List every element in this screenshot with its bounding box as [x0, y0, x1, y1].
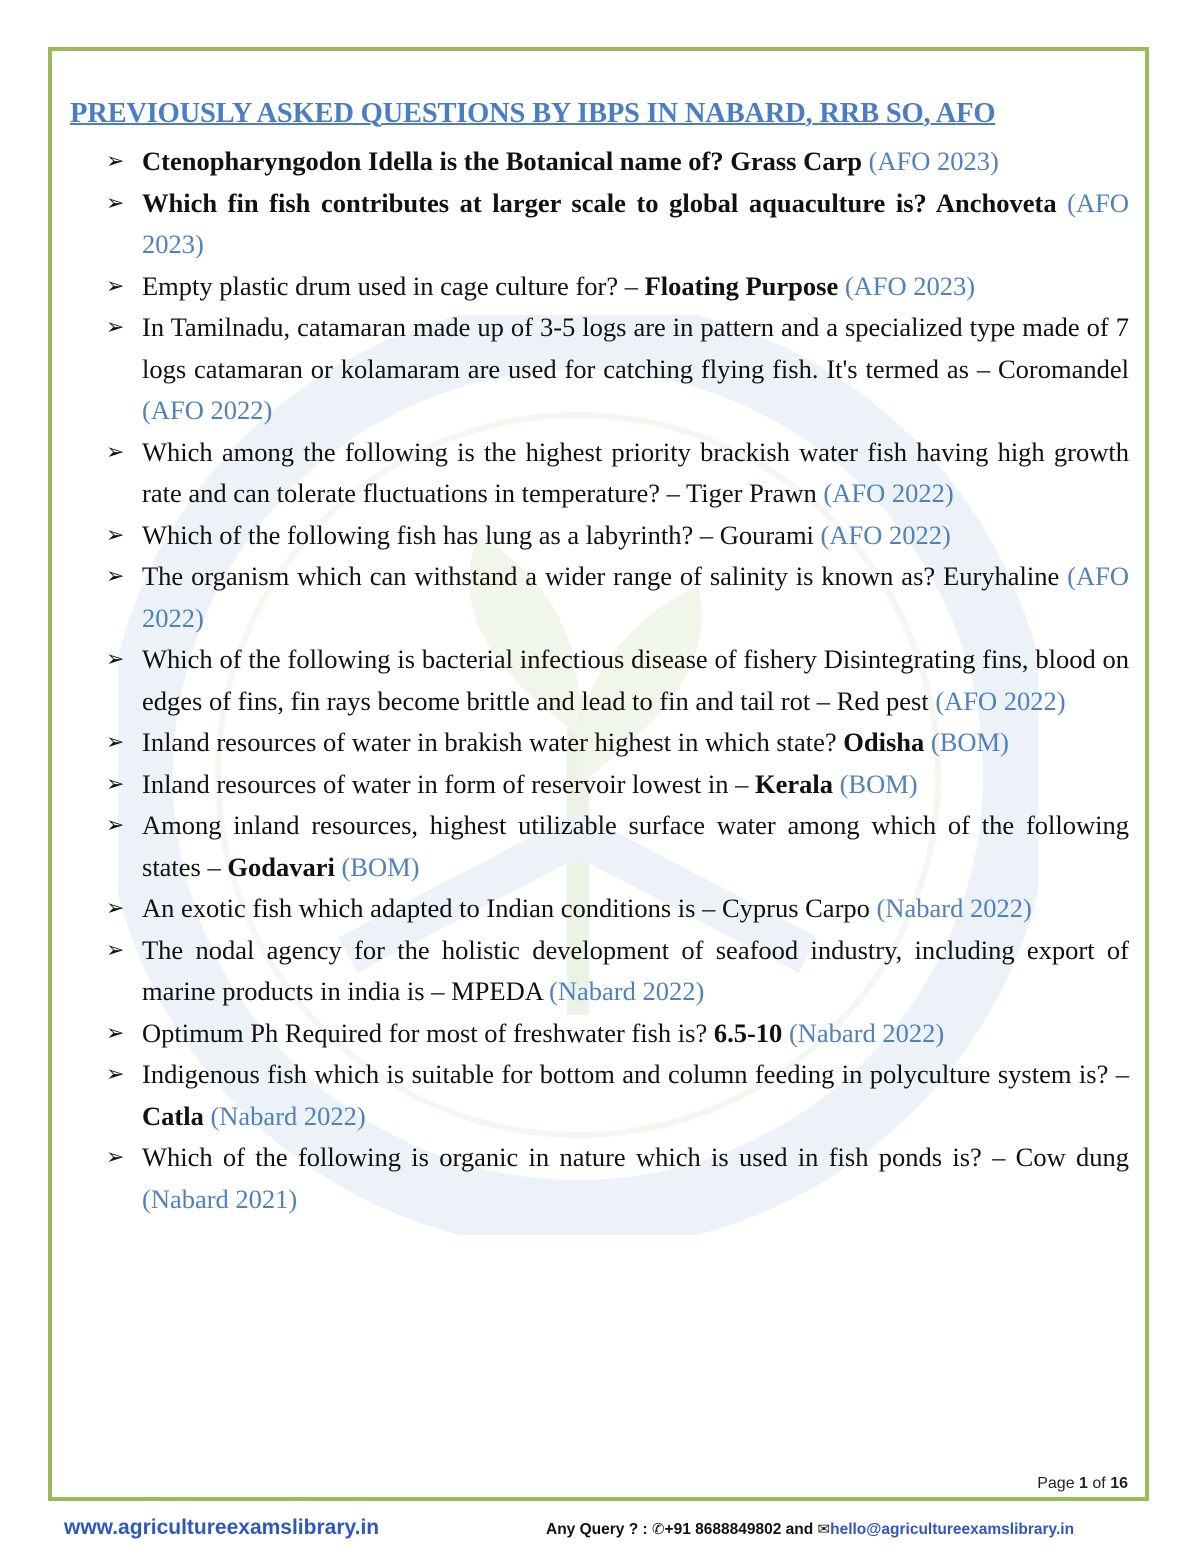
contact-info	[546, 1520, 1074, 1539]
question-text: An exotic fish which adapted to Indian conditions is – Cyprus Carpo	[142, 893, 877, 923]
question-item	[104, 183, 1129, 266]
question-text: Indigenous fish which is suitable for bottom and column feeding in polyculture system is? –	[142, 1059, 1129, 1089]
question-text: Ctenopharyngodon Idella is the Botanical name of? Grass Carp	[142, 146, 869, 176]
question-source: (Nabard 2022)	[876, 893, 1032, 923]
question-source: (Nabard 2022)	[788, 1017, 945, 1048]
question-text: Optimum Ph Required for most of freshwater fish is?	[142, 1017, 714, 1048]
arrow-bullet-icon: ➢	[106, 190, 125, 216]
page-current: 1	[1079, 1475, 1088, 1492]
question-source: (AFO 2022)	[142, 561, 1129, 633]
question-text: Which of the following is bacterial infectious disease of fishery Disintegrating fins, blood on edges of fins, fin rays become brittle and lead to fin and tail rot – Red pest	[142, 644, 1129, 716]
question-text: Odisha	[843, 727, 931, 757]
arrow-bullet-icon: ➢	[106, 315, 125, 340]
arrow-bullet-icon: ➢	[106, 896, 125, 921]
question-source: (AFO 2022)	[935, 685, 1066, 716]
phone-number[interactable]: +91 8688849802	[664, 1521, 782, 1538]
question-text: Inland resources of water in form of reservoir lowest in –	[142, 768, 755, 799]
page-number	[1037, 1475, 1128, 1493]
arrow-bullet-icon: ➢	[106, 564, 125, 589]
arrow-bullet-icon: ➢	[106, 149, 125, 174]
page-of: of	[1092, 1475, 1106, 1492]
question-source: (AFO 2022)	[820, 519, 951, 550]
question-source: (BOM)	[930, 727, 1009, 757]
question-text: The nodal agency for the holistic development of seafood industry, including export of marine products in india is – MPEDA	[142, 934, 1129, 1006]
question-item	[104, 266, 1129, 308]
query-label: Any Query ? :	[546, 1521, 648, 1538]
question-text: Which fin fish contributes at larger scale to global aquaculture is? Anchoveta	[142, 187, 1068, 218]
question-source: (AFO 2023)	[142, 187, 1129, 259]
question-source: (Nabard 2021)	[142, 1183, 298, 1214]
question-item	[104, 1054, 1129, 1137]
arrow-bullet-icon: ➢	[106, 771, 125, 797]
question-source: (Nabard 2022)	[549, 976, 705, 1006]
question-item	[104, 1137, 1129, 1220]
page-label: Page	[1037, 1475, 1075, 1492]
question-item	[104, 432, 1129, 515]
question-source: (AFO 2023)	[868, 146, 999, 176]
question-source: (AFO 2022)	[142, 395, 273, 425]
question-text: Floating Purpose	[644, 270, 845, 301]
question-source: (AFO 2022)	[823, 478, 954, 508]
arrow-bullet-icon: ➢	[106, 730, 125, 755]
question-item	[104, 639, 1129, 722]
email-link[interactable]: hello@agricultureexamslibrary.in	[830, 1521, 1075, 1538]
question-text: The organism which can withstand a wider range of salinity is known as? Euryhaline	[142, 561, 1068, 591]
question-source: (AFO 2023)	[844, 270, 976, 301]
page-total: 16	[1110, 1475, 1128, 1492]
question-item	[104, 930, 1129, 1013]
question-item	[104, 141, 1129, 183]
question-source: (Nabard 2022)	[210, 1100, 366, 1131]
question-text: Empty plastic drum used in cage culture for? –	[142, 270, 645, 301]
question-item	[104, 888, 1129, 930]
question-item	[104, 556, 1129, 639]
arrow-bullet-icon: ➢	[106, 273, 125, 299]
question-text: In Tamilnadu, catamaran made up of 3-5 logs are in pattern and a specialized type made of 7 logs catamaran or kolamaram are used for catching flying fish. It's termed as – Coromandel	[142, 312, 1129, 384]
arrow-bullet-icon: ➢	[106, 937, 125, 963]
phone-icon: ✆	[651, 1520, 665, 1538]
arrow-bullet-icon: ➢	[106, 1145, 125, 1170]
arrow-bullet-icon: ➢	[106, 439, 125, 465]
question-item	[104, 805, 1129, 888]
question-text: Catla	[142, 1100, 211, 1131]
question-text: Which among the following is the highest priority brackish water fish having high growth rate and can tolerate fluctuations in temperature? – Tiger Prawn	[142, 436, 1129, 508]
question-text: 6.5-10	[713, 1017, 789, 1048]
website-link[interactable]: www.agricultureexamslibrary.in	[64, 1516, 380, 1539]
question-item	[104, 722, 1129, 764]
question-text: Which of the following fish has lung as a labyrinth? – Gourami	[142, 519, 821, 550]
question-item	[104, 515, 1129, 557]
arrow-bullet-icon: ➢	[106, 647, 125, 672]
question-text: Among inland resources, highest utilizable surface water among which of the following states –	[142, 810, 1129, 882]
question-item	[104, 1013, 1129, 1055]
question-source: (BOM)	[839, 768, 918, 799]
question-text: Inland resources of water in brakish water highest in which state?	[142, 727, 844, 757]
question-text: Kerala	[754, 768, 840, 799]
question-text: Which of the following is organic in nature which is used in fish ponds is? – Cow dung	[142, 1142, 1129, 1172]
and-text: and	[785, 1521, 814, 1538]
question-item	[104, 764, 1129, 806]
arrow-bullet-icon: ➢	[106, 522, 125, 548]
arrow-bullet-icon: ➢	[106, 1020, 125, 1046]
question-item	[104, 307, 1129, 432]
question-list	[104, 141, 1129, 1220]
question-source: (BOM)	[341, 851, 420, 882]
envelope-icon: ✉	[817, 1520, 831, 1538]
arrow-bullet-icon: ➢	[106, 813, 125, 838]
arrow-bullet-icon: ➢	[106, 1062, 125, 1087]
page-title: PREVIOUSLY ASKED QUESTIONS BY IBPS IN NABARD, RRB SO, AFO	[70, 98, 996, 129]
question-text: Godavari	[227, 851, 342, 882]
